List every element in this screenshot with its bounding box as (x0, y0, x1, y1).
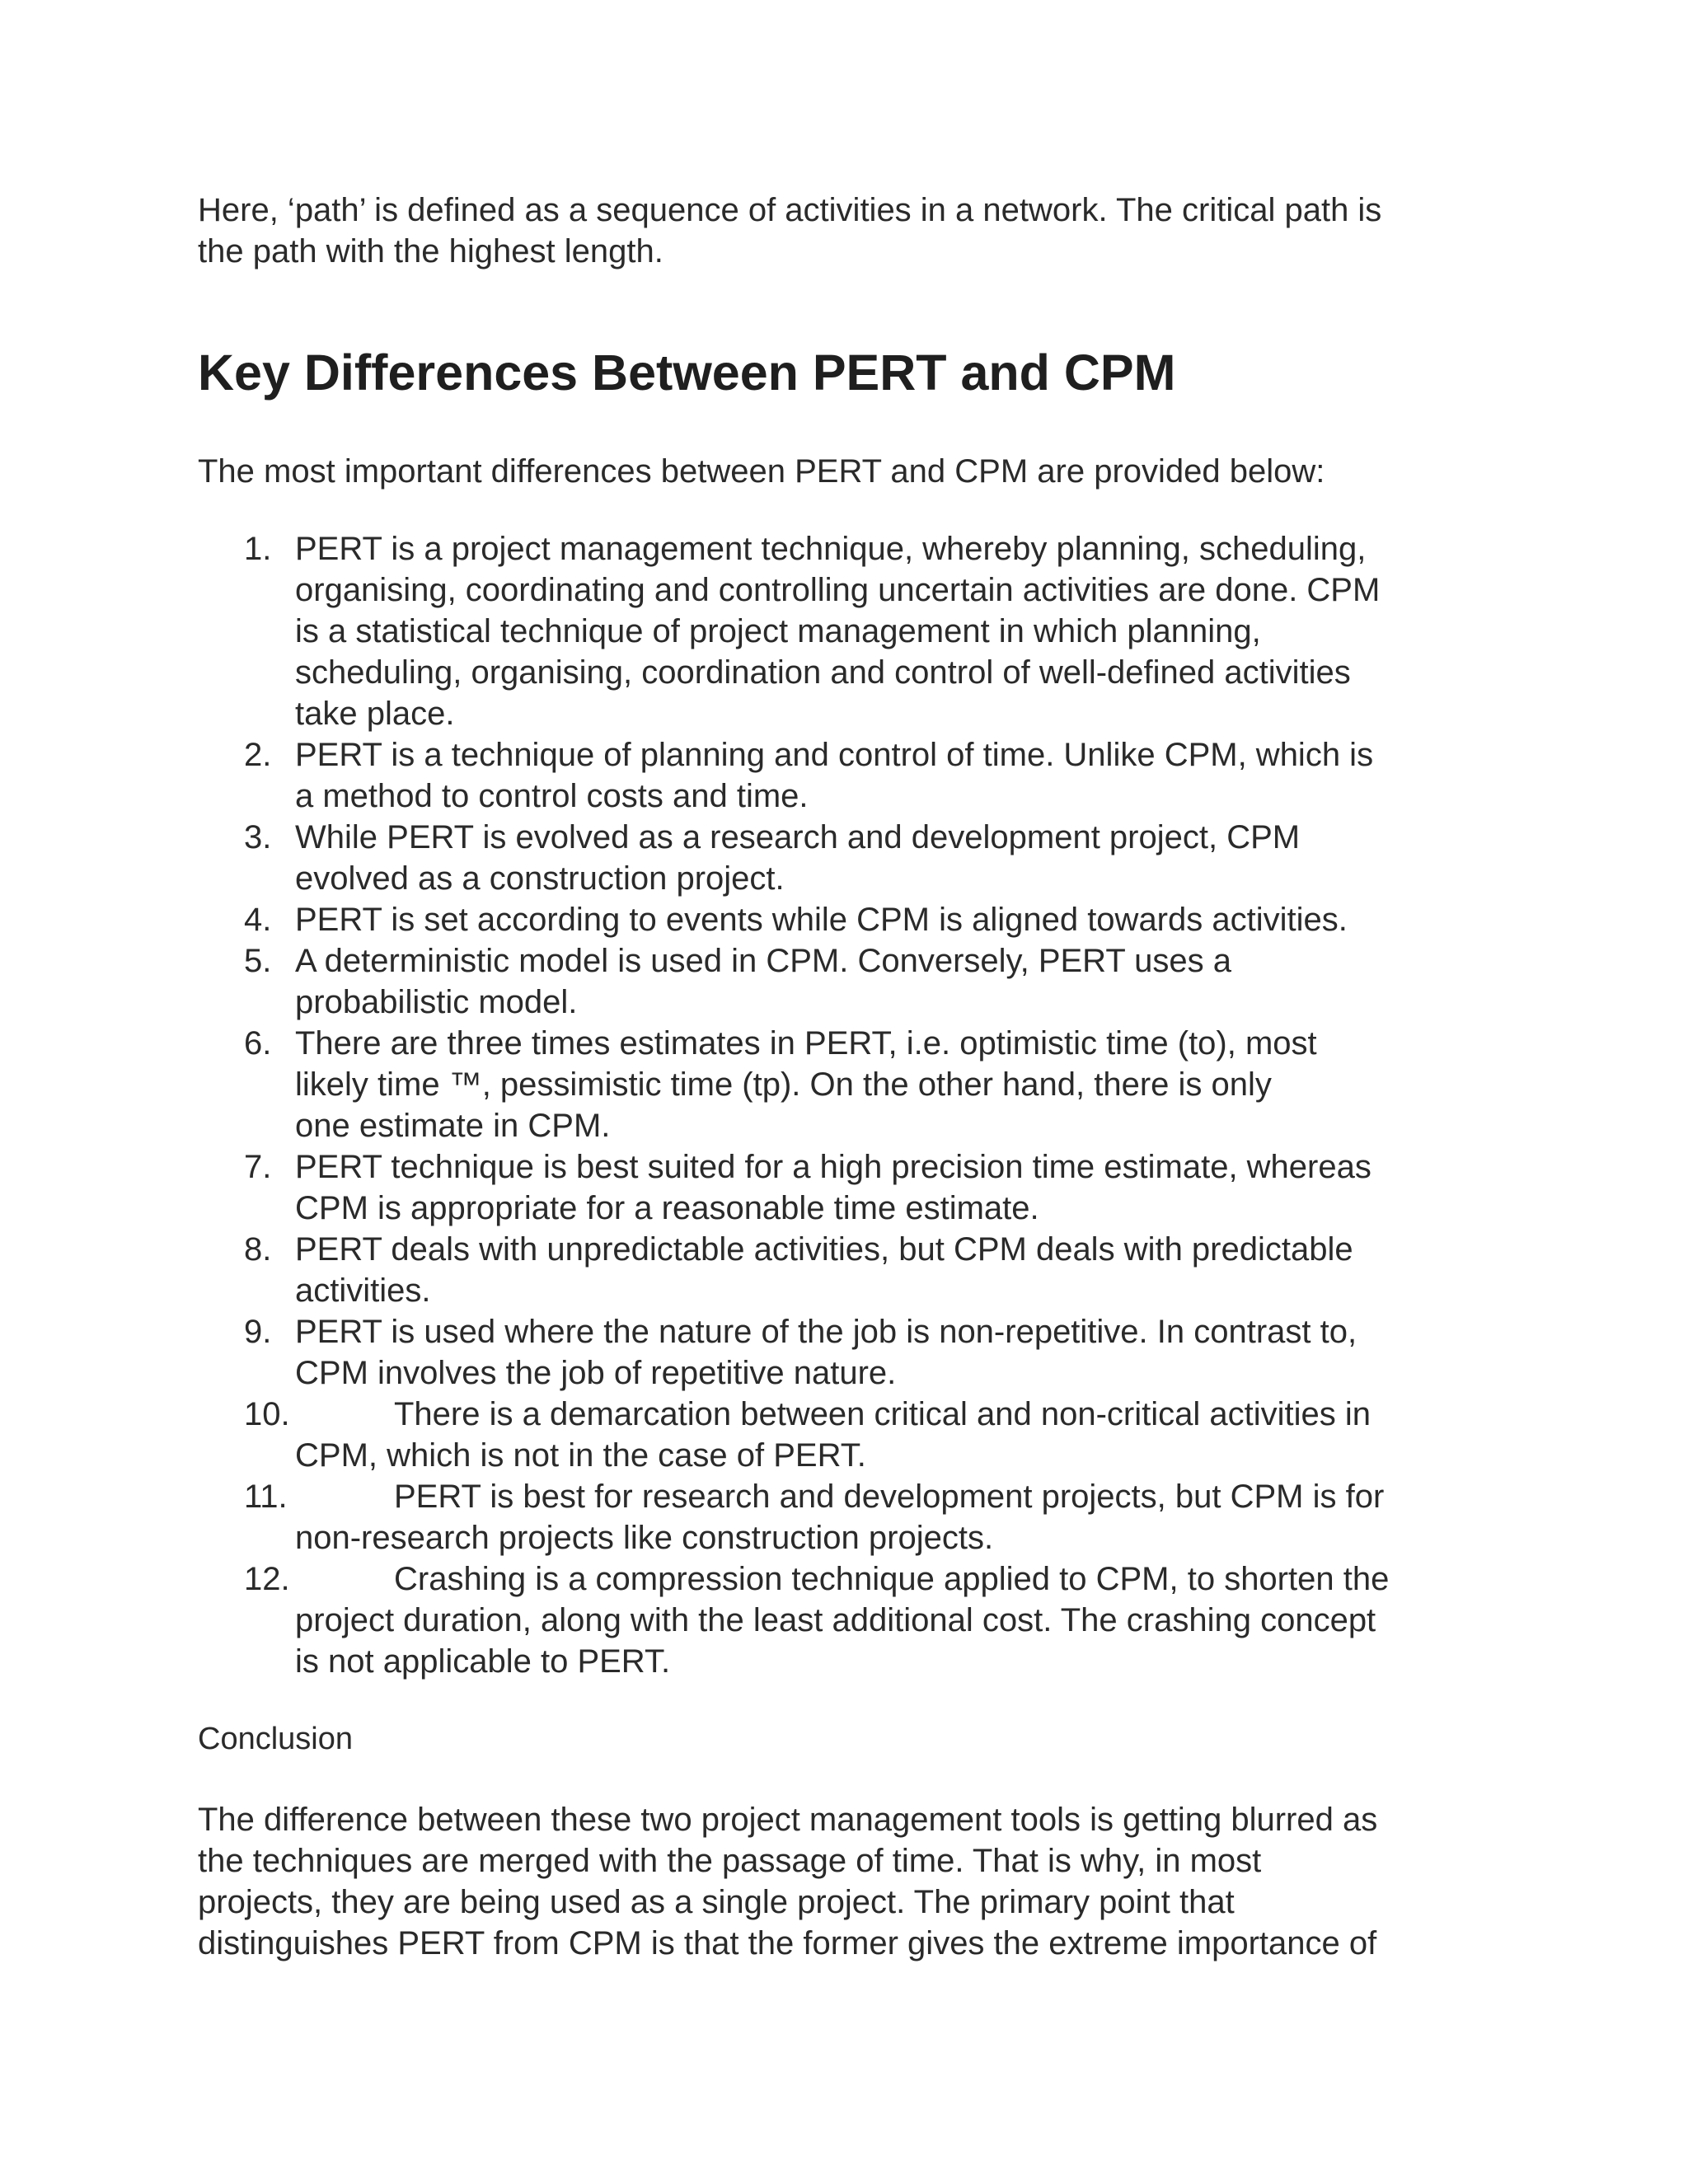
list-item-line: CPM involves the job of repetitive nature. (295, 1355, 897, 1391)
list-item-line: probabilistic model. (295, 984, 578, 1020)
intro-line: the path with the highest length. (198, 233, 663, 269)
list-item-number: 9. (244, 1314, 272, 1350)
list-item-number: 1. (244, 531, 272, 567)
list-item-line: organising, coordinating and controlling uncertain activities are done. CPM (295, 572, 1381, 608)
list-item (198, 1229, 1484, 1311)
list-item-line: PERT is set according to events while CPM is aligned towards activities. (295, 902, 1348, 938)
list-item (198, 1146, 1484, 1229)
conclusion-line: The difference between these two project management tools is getting blurred as (198, 1802, 1378, 1838)
list-item-number: 3. (244, 819, 272, 855)
list-item-line: A deterministic model is used in CPM. Conversely, PERT uses a (295, 943, 1232, 979)
list-item-line: Crashing is a compression technique applied to CPM, to shorten the (394, 1561, 1390, 1597)
differences-list (198, 528, 1484, 1682)
list-item (198, 1023, 1484, 1146)
list-item (198, 528, 1484, 734)
list-item-line: While PERT is evolved as a research and development project, CPM (295, 819, 1301, 855)
conclusion-paragraph (198, 1799, 1484, 1964)
list-item (198, 1476, 1484, 1558)
list-item-number: 2. (244, 737, 272, 773)
list-item-line: one estimate in CPM. (295, 1108, 611, 1144)
list-item-number: 4. (244, 902, 272, 938)
list-item-number: 7. (244, 1149, 272, 1185)
list-item-number: 5. (244, 943, 272, 979)
list-item (198, 1394, 1484, 1476)
document-page (198, 190, 1484, 1964)
list-item-line: PERT technique is best suited for a high precision time estimate, whereas (295, 1149, 1372, 1185)
list-item-line: scheduling, organising, coordination and control of well-defined activities (295, 654, 1351, 691)
list-item (198, 817, 1484, 899)
list-item-number: 8. (244, 1231, 272, 1268)
list-item-line: activities. (295, 1272, 431, 1309)
list-item-line: PERT is best for research and development projects, but CPM is for (394, 1479, 1385, 1515)
list-item-line: is a statistical technique of project management in which planning, (295, 613, 1261, 649)
list-item-number: 6. (244, 1025, 272, 1062)
conclusion-line: projects, they are being used as a single project. The primary point that (198, 1884, 1235, 1920)
list-item (198, 1311, 1484, 1394)
conclusion-line: the techniques are merged with the passage of time. That is why, in most (198, 1843, 1262, 1879)
list-item-line: PERT is a project management technique, whereby planning, scheduling, (295, 531, 1367, 567)
list-item-line: CPM, which is not in the case of PERT. (295, 1437, 866, 1474)
list-item (198, 940, 1484, 1023)
list-item (198, 1558, 1484, 1682)
list-item (198, 899, 1484, 940)
list-item-line: is not applicable to PERT. (295, 1643, 671, 1680)
lead-paragraph: The most important differences between PERT and CPM are provided below: (198, 453, 1325, 490)
list-item-line: evolved as a construction project. (295, 860, 785, 897)
conclusion-label: Conclusion (198, 1722, 353, 1756)
list-item-line: There are three times estimates in PERT, i.e. optimistic time (to), most (295, 1025, 1317, 1062)
list-item-number: 11. (244, 1479, 288, 1515)
list-item-line: PERT is used where the nature of the job is non-repetitive. In contrast to, (295, 1314, 1357, 1350)
list-item-line: take place. (295, 696, 455, 732)
list-item-line: There is a demarcation between critical and non-critical activities in (394, 1396, 1371, 1432)
list-item-line: CPM is appropriate for a reasonable time estimate. (295, 1190, 1039, 1226)
list-item-line: PERT deals with unpredictable activities, but CPM deals with predictable (295, 1231, 1353, 1268)
list-item-line: PERT is a technique of planning and control of time. Unlike CPM, which is (295, 737, 1374, 773)
list-item-line: a method to control costs and time. (295, 778, 809, 814)
list-item-line: project duration, along with the least additional cost. The crashing concept (295, 1602, 1376, 1638)
conclusion-line: distinguishes PERT from CPM is that the former gives the extreme importance of (198, 1925, 1377, 1961)
intro-line: Here, ‘path’ is defined as a sequence of activities in a network. The critical path is (198, 192, 1382, 228)
intro-paragraph (198, 190, 1484, 272)
list-item-line: non-research projects like construction projects. (295, 1520, 994, 1556)
section-heading: Key Differences Between PERT and CPM (198, 344, 1176, 401)
list-item (198, 734, 1484, 817)
list-item-line: likely time ™, pessimistic time (tp). On the other hand, there is only (295, 1066, 1272, 1103)
list-item-number: 10. (244, 1396, 290, 1432)
list-item-number: 12. (244, 1561, 290, 1597)
